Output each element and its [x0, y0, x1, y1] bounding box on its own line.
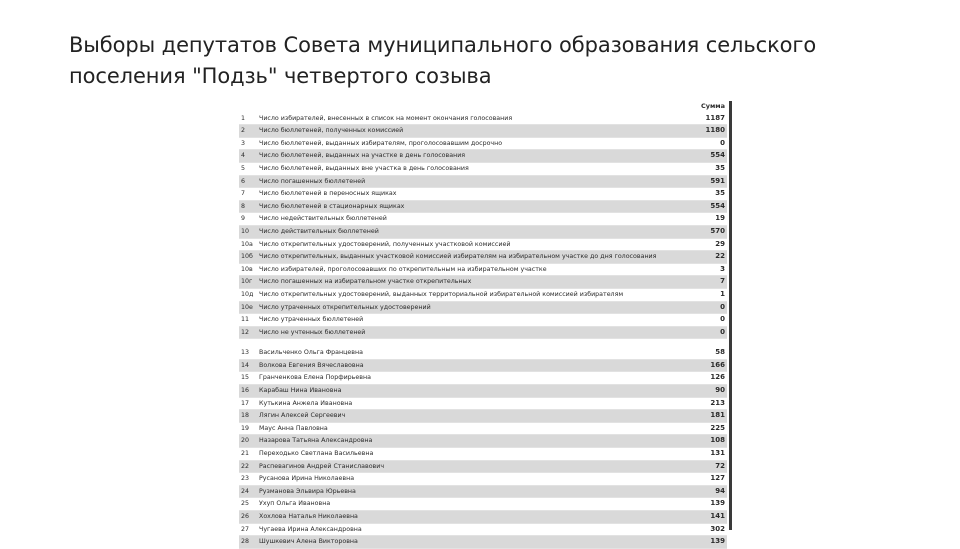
row-label: Число бюллетеней, выданных вне участка в день голосования	[257, 162, 693, 175]
row-number: 8	[239, 200, 257, 213]
row-label: Число бюллетеней в переносных ящиках	[257, 188, 693, 201]
table-row	[239, 251, 727, 264]
table-body	[239, 113, 727, 549]
row-label: Назарова Татьяна Александровна	[257, 435, 693, 448]
table-row	[239, 498, 727, 511]
row-number: 3	[239, 137, 257, 150]
row-value: 1180	[693, 125, 727, 138]
row-label: Число открепительных удостоверений, выданных территориальной избирательной комиссией избирателям	[257, 288, 693, 301]
row-label: Карабаш Нина Ивановна	[257, 385, 693, 398]
table-row	[239, 288, 727, 301]
table-row	[239, 125, 727, 138]
row-number: 10в	[239, 263, 257, 276]
row-value: 1	[693, 288, 727, 301]
table-spacer-row	[239, 339, 727, 348]
row-value: 139	[693, 536, 727, 549]
row-label: Кутькина Анжела Ивановна	[257, 397, 693, 410]
row-value: 554	[693, 200, 727, 213]
row-label: Русанова Ирина Николаевна	[257, 473, 693, 486]
row-value: 72	[693, 460, 727, 473]
row-number: 10е	[239, 301, 257, 314]
table-row	[239, 113, 727, 125]
row-label: Лягин Алексей Сергеевич	[257, 410, 693, 423]
table-row	[239, 347, 727, 359]
row-value: 126	[693, 372, 727, 385]
row-value: 127	[693, 473, 727, 486]
table-row	[239, 326, 727, 339]
row-label: Рузманова Эльвира Юрьевна	[257, 485, 693, 498]
row-label: Волкова Евгения Вячеславовна	[257, 359, 693, 372]
row-label: Шушкевич Алена Викторовна	[257, 536, 693, 549]
row-value: 7	[693, 276, 727, 289]
row-number: 24	[239, 485, 257, 498]
row-value: 29	[693, 238, 727, 251]
row-label: Чугаева Ирина Александровна	[257, 523, 693, 536]
table-row	[239, 276, 727, 289]
row-number: 22	[239, 460, 257, 473]
row-number: 27	[239, 523, 257, 536]
row-label: Число утраченных бюллетеней	[257, 314, 693, 327]
table-row	[239, 225, 727, 238]
row-value: 213	[693, 397, 727, 410]
row-number: 10г	[239, 276, 257, 289]
row-number: 16	[239, 385, 257, 398]
row-number: 23	[239, 473, 257, 486]
row-label: Распевагинов Андрей Станиславович	[257, 460, 693, 473]
row-number: 5	[239, 162, 257, 175]
row-label: Переходько Светлана Васильевна	[257, 448, 693, 461]
row-value: 554	[693, 150, 727, 163]
row-number: 9	[239, 213, 257, 226]
row-value: 139	[693, 498, 727, 511]
slide-title: Выборы депутатов Совета муниципального образования сельского поселения "Подзь" четвертого созыва	[69, 33, 817, 88]
table-row	[239, 200, 727, 213]
row-value: 90	[693, 385, 727, 398]
row-value: 141	[693, 511, 727, 524]
row-label: Число открепительных, выданных участковой комиссией избирателям на избирательном участке до дня голосования	[257, 251, 693, 264]
table-row	[239, 301, 727, 314]
table-row	[239, 263, 727, 276]
results-table	[239, 101, 727, 549]
table-row	[239, 523, 727, 536]
row-number: 14	[239, 359, 257, 372]
row-number: 12	[239, 326, 257, 339]
row-label: Число бюллетеней, выданных на участке в день голосования	[257, 150, 693, 163]
row-value: 1187	[693, 113, 727, 125]
row-label: Васильченко Ольга Францевна	[257, 347, 693, 359]
table-header-row	[239, 101, 727, 113]
row-value: 0	[693, 137, 727, 150]
row-number: 20	[239, 435, 257, 448]
row-value: 225	[693, 422, 727, 435]
row-number: 18	[239, 410, 257, 423]
row-number: 4	[239, 150, 257, 163]
table-row	[239, 460, 727, 473]
row-value: 181	[693, 410, 727, 423]
row-label: Ухуп Ольга Ивановна	[257, 498, 693, 511]
table-row	[239, 359, 727, 372]
row-label: Число избирателей, внесенных в список на момент окончания голосования	[257, 113, 693, 125]
row-number: 19	[239, 422, 257, 435]
row-value: 94	[693, 485, 727, 498]
row-value: 0	[693, 326, 727, 339]
row-number: 10а	[239, 238, 257, 251]
row-value: 35	[693, 188, 727, 201]
row-value: 22	[693, 251, 727, 264]
table-row	[239, 372, 727, 385]
row-value: 0	[693, 314, 727, 327]
table-row	[239, 485, 727, 498]
table-row	[239, 448, 727, 461]
row-number: 15	[239, 372, 257, 385]
row-number: 21	[239, 448, 257, 461]
row-number: 26	[239, 511, 257, 524]
row-number: 10д	[239, 288, 257, 301]
row-label: Число бюллетеней, выданных избирателям, проголосовавшим досрочно	[257, 137, 693, 150]
row-value: 58	[693, 347, 727, 359]
row-number: 2	[239, 125, 257, 138]
row-value: 19	[693, 213, 727, 226]
row-value: 108	[693, 435, 727, 448]
row-label: Число избирателей, проголосовавших по открепительным на избирательном участке	[257, 263, 693, 276]
table-row	[239, 410, 727, 423]
table-row	[239, 238, 727, 251]
row-label: Число открепительных удостоверений, полученных участковой комиссией	[257, 238, 693, 251]
table-row	[239, 162, 727, 175]
table-row	[239, 213, 727, 226]
row-label: Число бюллетеней в стационарных ящиках	[257, 200, 693, 213]
row-value: 591	[693, 175, 727, 188]
row-label: Число погашенных на избирательном участке открепительных	[257, 276, 693, 289]
table-row	[239, 150, 727, 163]
row-number: 7	[239, 188, 257, 201]
table-row	[239, 314, 727, 327]
row-value: 131	[693, 448, 727, 461]
row-number: 6	[239, 175, 257, 188]
table-row	[239, 385, 727, 398]
table-row	[239, 536, 727, 549]
table-row	[239, 473, 727, 486]
table-row	[239, 175, 727, 188]
row-label: Хохлова Наталья Николаевна	[257, 511, 693, 524]
row-label: Число бюллетеней, полученных комиссией	[257, 125, 693, 138]
row-number: 1	[239, 113, 257, 125]
table-row	[239, 397, 727, 410]
row-value: 0	[693, 301, 727, 314]
row-label: Число утраченных открепительных удостоверений	[257, 301, 693, 314]
row-label: Число недействительных бюллетеней	[257, 213, 693, 226]
row-label: Маус Анна Павловна	[257, 422, 693, 435]
row-value: 302	[693, 523, 727, 536]
row-value: 3	[693, 263, 727, 276]
table-row	[239, 422, 727, 435]
results-table-container	[239, 101, 732, 546]
table-row	[239, 435, 727, 448]
row-value: 35	[693, 162, 727, 175]
row-number: 17	[239, 397, 257, 410]
row-number: 25	[239, 498, 257, 511]
row-value: 570	[693, 225, 727, 238]
row-number: 11	[239, 314, 257, 327]
row-label: Число не учтенных бюллетеней	[257, 326, 693, 339]
row-number: 28	[239, 536, 257, 549]
table-row	[239, 188, 727, 201]
sum-column-header: Сумма	[700, 102, 725, 110]
row-number: 10	[239, 225, 257, 238]
row-label: Гранченкова Елена Порфирьевна	[257, 372, 693, 385]
row-number: 13	[239, 347, 257, 359]
row-label: Число действительных бюллетеней	[257, 225, 693, 238]
table-row	[239, 137, 727, 150]
row-label: Число погашенных бюллетеней	[257, 175, 693, 188]
row-number: 10б	[239, 251, 257, 264]
table-row	[239, 511, 727, 524]
row-value: 166	[693, 359, 727, 372]
